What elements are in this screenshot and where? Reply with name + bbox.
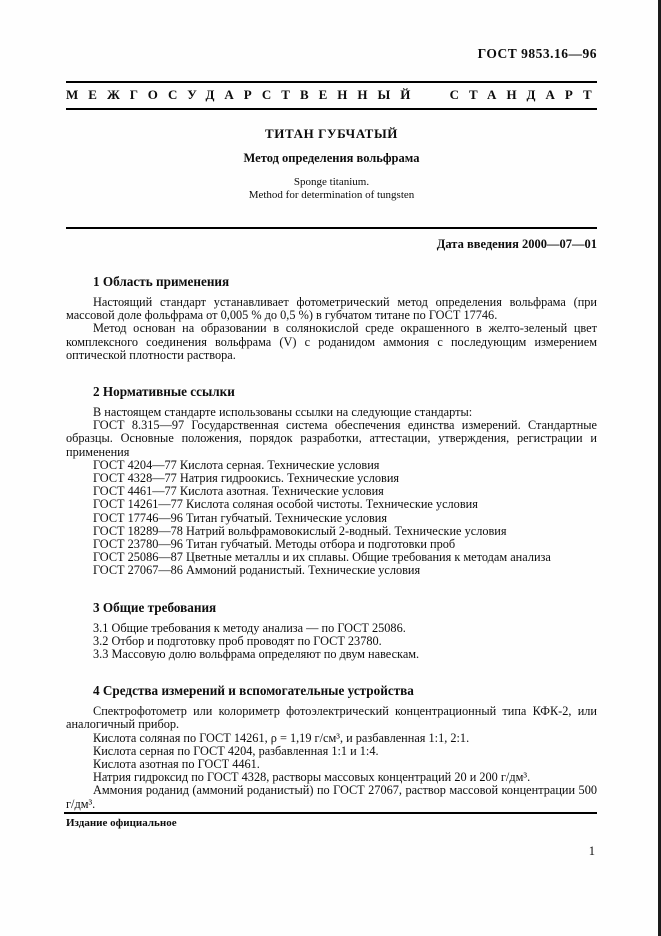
effective-date: Дата введения 2000—07—01 bbox=[436, 237, 597, 251]
paragraph: Метод основан на образовании в солянокислой среде окрашенного в желто-зеленый цвет комплексного соединения вольфрама (V) с роданидом аммония с последующим измерением оптической плотности раствора. bbox=[66, 321, 597, 362]
paragraph: В настоящем стандарте использованы ссылки на следующие стандарты: bbox=[93, 405, 473, 420]
paragraph: Кислота соляная по ГОСТ 14261, ρ = 1,19 г/см³, и разбавленная 1:1, 2:1. bbox=[93, 730, 470, 745]
standard-reference: ГОСТ 25086—87 Цветные металлы и их сплавы. Общие требования к методам анализа bbox=[93, 550, 551, 565]
doc-number: ГОСТ 9853.16—96 bbox=[477, 46, 597, 61]
section-heading: 2 Нормативные ссылки bbox=[93, 384, 235, 400]
doc-title: ТИТАН ГУБЧАТЫЙ bbox=[264, 126, 399, 141]
section-general-requirements bbox=[66, 600, 597, 662]
doc-title-en-line1: Sponge titanium. bbox=[293, 176, 370, 188]
paragraph: Натрия гидроксид по ГОСТ 4328, растворы массовых концентраций 20 и 200 г/дм³. bbox=[93, 770, 531, 785]
standard-reference: ГОСТ 17746—96 Титан губчатый. Технические условия bbox=[93, 510, 388, 525]
standard-reference: ГОСТ 4328—77 Натрия гидроокись. Технические условия bbox=[93, 471, 400, 486]
section-measuring-instruments bbox=[66, 683, 597, 811]
paragraph: Настоящий стандарт устанавливает фотометрический метод определения вольфрама (при массовой доле фольфрама от 0,005 % до 0,5 %) в губчатом титане по ГОСТ 17746. bbox=[66, 295, 597, 323]
doc-title-en-line2: Method for determination of tungsten bbox=[248, 188, 415, 201]
standard-reference: ГОСТ 23780—96 Титан губчатый. Методы отбора и подготовки проб bbox=[93, 537, 456, 552]
clause: 3.3 Массовую долю вольфрама определяют по двум навескам. bbox=[93, 647, 420, 662]
paragraph: Кислота азотная по ГОСТ 4461. bbox=[93, 757, 260, 772]
section-heading: 4 Средства измерений и вспомогательные устройства bbox=[93, 683, 414, 699]
standard-reference: ГОСТ 8.315—97 Государственная система обеспечения единства измерений. Стандартные образцы. Основные положения, порядок разработки, аттестации, утверждения, регистрации и применения bbox=[66, 418, 597, 459]
standard-reference: ГОСТ 4461—77 Кислота азотная. Технические условия bbox=[93, 484, 384, 499]
edition-note: Издание официальное bbox=[66, 817, 177, 829]
standard-reference: ГОСТ 14261—77 Кислота соляная особой чистоты. Технические условия bbox=[93, 497, 478, 512]
section-heading: 1 Область применения bbox=[93, 274, 230, 289]
standard-reference: ГОСТ 4204—77 Кислота серная. Технические условия bbox=[93, 457, 380, 472]
section-heading: 3 Общие требования bbox=[93, 599, 217, 615]
header-divider bbox=[66, 227, 597, 229]
page-number: 1 bbox=[588, 844, 595, 858]
standard-reference: ГОСТ 18289—78 Натрий вольфрамовокислый 2-водный. Технические условия bbox=[93, 523, 507, 538]
standard-reference: ГОСТ 27067—86 Аммоний роданистый. Технические условия bbox=[93, 563, 421, 578]
paragraph: Кислота серная по ГОСТ 4204, разбавленная 1:1 и 1:4. bbox=[93, 743, 379, 758]
doc-subtitle: Метод определения вольфрама bbox=[243, 151, 420, 165]
paragraph: Спектрофотометр или колориметр фотоэлектрический концентрационный типа КФК-2, или аналогичный прибор. bbox=[66, 704, 597, 732]
clause: 3.1 Общие требования к методу анализа — по ГОСТ 25086. bbox=[93, 620, 406, 635]
footer-divider bbox=[64, 812, 597, 814]
standard-kind-text: МЕЖГОСУДАРСТВЕННЫЙ СТАНДАРТ bbox=[66, 87, 602, 102]
section-normative-references bbox=[66, 384, 597, 578]
paragraph: Аммония роданид (аммоний роданистый) по ГОСТ 27067, раствор массовой концентрации 500 г/дм³. bbox=[66, 783, 597, 811]
clause: 3.2 Отбор и подготовку проб проводят по ГОСТ 23780. bbox=[93, 633, 382, 648]
standard-kind-banner bbox=[66, 81, 602, 110]
doc-title-en bbox=[66, 176, 597, 201]
section-scope bbox=[66, 274, 597, 362]
